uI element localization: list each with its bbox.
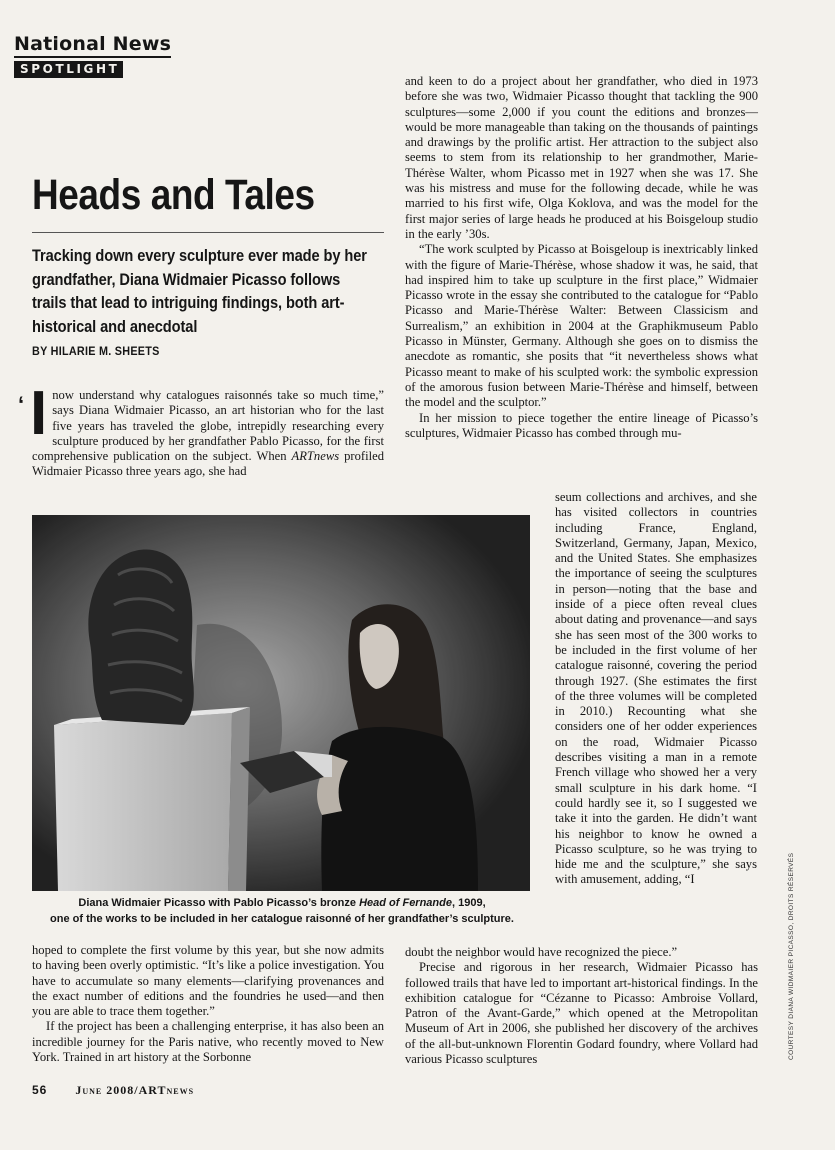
photo-credit (788, 852, 800, 1060)
page-folio (32, 1083, 194, 1098)
paragraph: seum collections and archives, and she has visited collectors in countries including France, England, Switzerland, Germany, Japan, Mexico, and the United States. She emphasizes the importance of seeing the sculptures in person—noting that the base and inside of a piece often reveal clues about dating and provenance—and says she has seen most of the 300 works to be included in the first volume of her catalogue raisonné, covering the period through 1927. (She estimates the first of the three volumes will be completed in 2010.) Recounting what she considers one of her odder experiences on the road, Widmaier Picasso describes visiting a man in a remote French village who showed her a very small sculpture in his dark home. “I could hardly see it, so I suggested we take it into the garden. He didn’t want his neighbor to know he owned a Picasso sculpture, so he was trying to hide me and the sculpture,” she says with amusement, adding, “I (555, 490, 757, 887)
paragraph: In her mission to piece together the entire lineage of Picasso’s sculptures, Widmaier Picasso has combed through mu- (405, 410, 758, 440)
body-text: now understand why catalogues raisonnés take so much time,” says Diana Widmaier Picasso, an art historian who for the last five years has traveled the globe, intrepidly researching every sculpture produced by her grandfather Pablo Picasso, for the first comprehensive publication on the subject. When (32, 388, 384, 464)
body-column-2-bottom (405, 945, 758, 1067)
caption-line-2: one of the works to be included in her catalogue raisonné of her grandfather’s sculpture. (50, 913, 514, 925)
open-quote-mark: ‘ (18, 392, 25, 417)
caption-text: Diana Widmaier Picasso with Pablo Picasso’s bronze (78, 897, 360, 909)
body-column-1-top (30, 379, 384, 480)
paragraph: “The work sculpted by Picasso at Boisgeloup is inextricably linked with the figure of Marie-Thérèse, whose shadow it was, he said, that had inspired him to take up sculpture in the first place,” Widmaier Picasso wrote in the essay she contributed to the catalogue for “Pablo Picasso and Marie-Thérèse Walter: Between Classicism and Surrealism,” an exhibition in 2004 at the Graphikmuseum Pablo Picasso in Münster, Germany. Although she goes on to dismiss the anecdote as romantic, she posits that “it nevertheless shows what Picasso meant to make of his sculpted work: the symbolic expression of the amorous fusion between Marie-Thérèse and himself, between the model and the sculptor.” (405, 242, 758, 410)
photo-illustration (32, 515, 530, 891)
caption-text: , 1909, (451, 897, 486, 909)
article-headline: Heads and Tales (32, 171, 315, 219)
paragraph: hoped to complete the first volume by this year, but she now admits to having been overly optimistic. “It’s like a police investigation. You have to accumulate so many elements—clarifying provenances and the exact number of editions and the foundries he used—and then you are able to trace them together.” (32, 943, 384, 1019)
article-deck: Tracking down every sculpture ever made by her grandfather, Diana Widmaier Picasso follows trails that lead to intriguing findings, both art-historical and anecdotal (32, 246, 367, 336)
drop-cap: I (30, 379, 48, 448)
paragraph: and keen to do a project about her grandfather, who died in 1973 before she was two, Widmaier Picasso thought that tackling the 900 sculptures—some 2,000 if you count the editions and bronzes—would be more manageable than taking on the thousands of paintings and drawings by the prolific artist. Her attraction to the subject also seems to stem from its relationship to her grandmother, Marie-Thérèse Walter, whom Picasso met in 1927 when she was 17. She was his mistress and muse for the following decade, while he was married to his first wife, Olga Koklova, and was the model for the first major series of large heads he produced at his Boisgeloup studio in the early ’30s. (405, 74, 758, 241)
magazine-title: ARTnews (291, 449, 340, 464)
body-text: profiled Widmaier Picasso three years ago, she had (32, 449, 384, 479)
photo-credit-text: COURTESY DIANA WIDMAIER PICASSO, DROITS RÉSERVÉS (788, 852, 795, 1060)
photo-caption (32, 895, 532, 927)
caption-artwork-title: Head of Fernande (359, 897, 452, 909)
issue-line: June 2008/ARTnews (75, 1083, 195, 1097)
paragraph: doubt the neighbor would have recognized the piece.” (405, 945, 678, 959)
article-photo (32, 515, 530, 891)
body-column-2-top (405, 74, 758, 441)
headline-rule (32, 232, 384, 233)
body-column-narrow (555, 490, 757, 888)
spotlight-label: SPOTLIGHT (14, 61, 123, 78)
paragraph: If the project has been a challenging enterprise, it has also been an incredible journey for the Paris native, who recently moved to New York. Trained in art history at the Sorbonne (32, 1019, 384, 1065)
page-number: 56 (32, 1083, 48, 1097)
paragraph: Precise and rigorous in her research, Widmaier Picasso has followed trails that have led to important art-historical findings. In the exhibition catalogue for “Cézanne to Picasso: Ambroise Vollard, Patron of the Avant-Garde,” which opened at the Metropolitan Museum of Art in 2006, she published her discovery of the archives of the all-but-unknown Florentin Godard foundry, where Vollard had various Picasso sculptures (405, 960, 758, 1067)
section-name: National News (14, 34, 171, 58)
article-byline: BY HILARIE M. SHEETS (32, 344, 160, 358)
body-column-1-bottom (32, 943, 384, 1065)
